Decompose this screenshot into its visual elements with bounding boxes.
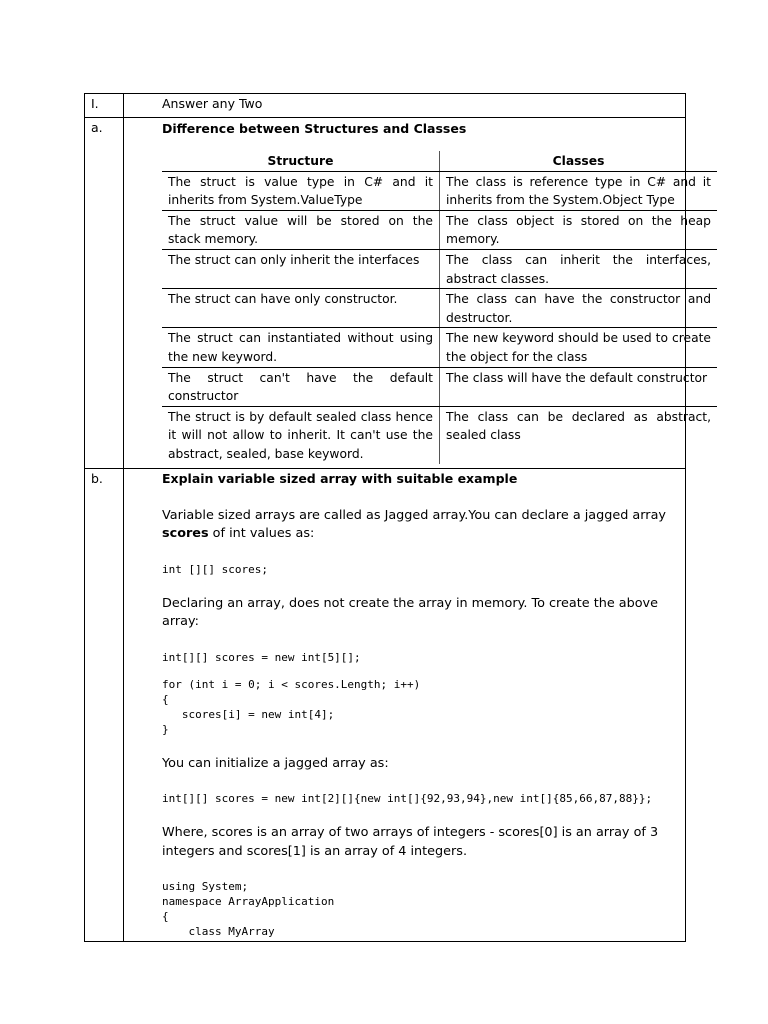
structure-cell: The struct can have only constructor.	[162, 289, 440, 328]
class-cell: The class is reference type in C# and it inherits from the System.Object Type	[440, 171, 718, 210]
comparison-row	[162, 249, 717, 288]
comparison-header-structure: Structure	[162, 151, 440, 171]
jagged-intro-text-end: of int values as:	[208, 526, 315, 541]
class-cell: The class object is stored on the heap memory.	[440, 210, 718, 249]
code-program: using System; namespace ArrayApplication { class MyArray	[162, 880, 335, 938]
question-a-row	[85, 118, 686, 469]
section-number: I.	[85, 94, 124, 118]
question-b-title: Explain variable sized array with suitable example	[162, 470, 518, 486]
code-for-loop: for (int i = 0; i < scores.Length; i++) { scores[i] = new int[4]; }	[162, 677, 421, 736]
comparison-row	[162, 406, 717, 463]
code-create: int[][] scores = new int[5][];	[162, 650, 361, 664]
code-declare: int [][] scores;	[162, 562, 268, 576]
comparison-table	[162, 151, 717, 464]
initialize-paragraph: You can initialize a jagged array as:	[162, 755, 389, 771]
question-a-label: a.	[85, 118, 124, 469]
answer-table	[84, 93, 711, 942]
jagged-intro-text: Variable sized arrays are called as Jagged array.You can declare a jagged array	[162, 507, 666, 523]
class-cell: The class can inherit the interfaces, abstract classes.	[440, 249, 718, 288]
comparison-header-row	[162, 151, 717, 171]
structure-cell: The struct can instantiated without using the new keyword.	[162, 328, 440, 367]
question-b-body	[124, 468, 686, 942]
structure-cell: The struct can only inherit the interfaces	[162, 249, 440, 288]
section-row	[85, 94, 686, 118]
section-heading: Answer any Two	[124, 94, 686, 118]
structure-cell: The struct is value type in C# and it inherits from System.ValueType	[162, 171, 440, 210]
comparison-row	[162, 210, 717, 249]
class-cell: The new keyword should be used to create the object for the class	[440, 328, 718, 367]
comparison-row	[162, 367, 717, 406]
class-cell: The class can have the constructor and destructor.	[440, 289, 718, 328]
where-paragraph: Where, scores is an array of two arrays of integers - scores[0] is an array of 3 integers and scores[1] is an array of 4 integers.	[162, 825, 659, 859]
class-cell: The class can be declared as abstract, sealed class	[446, 409, 711, 443]
comparison-row	[162, 171, 717, 210]
structure-cell: The struct can't have the default constructor	[162, 367, 440, 406]
question-a-title: Difference between Structures and Classes	[162, 121, 467, 136]
structure-cell: The struct is by default sealed class hence it will not allow to inherit. It can't use the abstract, sealed, base keyword.	[162, 406, 440, 463]
structure-cell: The struct value will be stored on the stack memory.	[162, 210, 440, 249]
comparison-row	[162, 289, 717, 328]
comparison-row	[162, 328, 717, 367]
comparison-header-classes: Classes	[440, 151, 718, 171]
scores-keyword: scores	[162, 526, 209, 541]
class-cell: The class will have the default constructor	[440, 367, 718, 406]
declaring-paragraph: Declaring an array, does not create the array in memory. To create the above array:	[162, 595, 659, 629]
question-a-body	[124, 118, 711, 469]
jagged-intro-paragraph	[162, 507, 678, 544]
question-b-label: b.	[85, 468, 124, 942]
code-initialize: int[][] scores = new int[2][]{new int[]{92,93,94},new int[]{85,66,87,88}};	[162, 792, 653, 805]
question-b-row	[85, 468, 686, 942]
